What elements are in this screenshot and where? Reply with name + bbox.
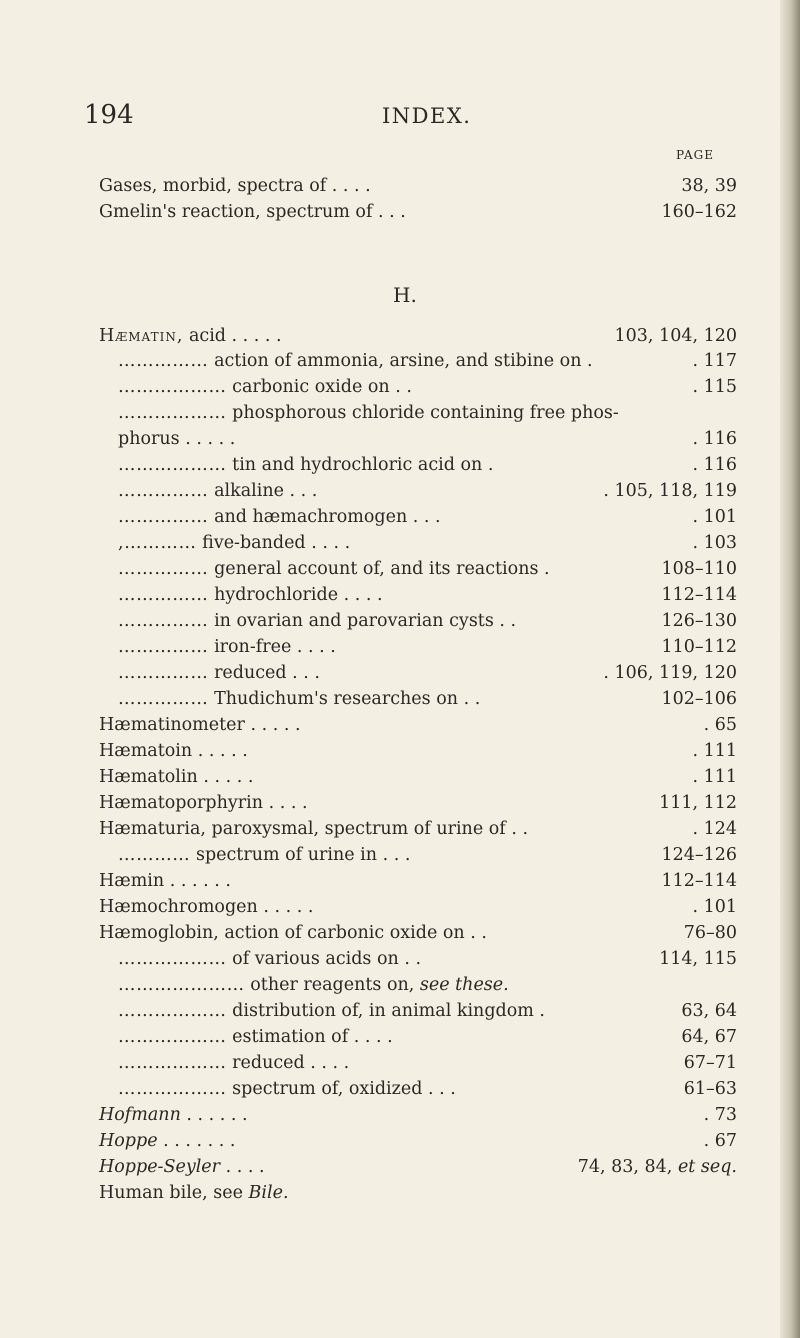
index-subentry — [118, 377, 800, 401]
entry-text: estimation of . . . . — [226, 1027, 393, 1047]
entry-text: distribution of, in animal kingdom . — [226, 1001, 545, 1021]
entry-text: alkaline . . . — [208, 481, 318, 501]
index-subentry — [118, 1001, 800, 1025]
entry-text: acid . . . . . — [183, 326, 282, 346]
entry-text: Gases, morbid, spectra of . . . . — [99, 176, 371, 196]
index-subentry — [118, 507, 800, 531]
index-subentry — [118, 689, 800, 713]
entry-page-ref: 110–112 — [661, 637, 737, 657]
entry-page-ref: . 115 — [692, 377, 737, 397]
entry-heading: Hæmatin, — [99, 326, 184, 346]
entry-page-ref: . 116 — [692, 429, 737, 449]
leader-dots: ……………… — [118, 455, 227, 475]
index-entry — [99, 741, 800, 765]
entry-page-ref: . 67 — [703, 1131, 737, 1151]
entry-page-ref-italic: et seq. — [677, 1157, 737, 1177]
entry-text: Hæmochromogen . . . . . — [99, 897, 314, 917]
entry-page-ref: . 101 — [692, 897, 737, 917]
index-entry — [99, 897, 800, 921]
entry-text: phorus . . . . . — [118, 429, 236, 449]
entry-text: and hæmachromogen . . . — [208, 507, 441, 527]
entry-page-ref: 76–80 — [683, 923, 737, 943]
entry-text: hydrochloride . . . . — [208, 585, 383, 605]
index-entry — [99, 923, 800, 947]
entry-page-ref: 114, 115 — [659, 949, 737, 969]
leader-dots: …………… — [118, 637, 209, 657]
index-subentry — [118, 663, 800, 687]
entry-page-ref: . 111 — [692, 741, 737, 761]
index-subentry — [118, 637, 800, 661]
entry-page-ref: 108–110 — [661, 559, 737, 579]
index-entry — [99, 1131, 800, 1155]
entry-page-ref: 160–162 — [661, 202, 737, 222]
leader-dots: ……………… — [118, 1079, 227, 1099]
entry-heading: Hofmann — [99, 1105, 181, 1125]
index-subentry — [118, 455, 800, 479]
see-reference: Bile. — [248, 1183, 289, 1203]
entry-text: Hæmatolin . . . . . — [99, 767, 254, 787]
index-subentry — [118, 403, 800, 427]
entry-page-ref: . 65 — [703, 715, 737, 735]
index-subentry — [118, 351, 800, 375]
entry-text: . . . . — [220, 1157, 265, 1177]
page-column-label: PAGE — [676, 148, 714, 162]
leader-dots: ……………… — [118, 377, 227, 397]
section-letter: H. — [393, 283, 417, 307]
entry-page-ref: . 117 — [692, 351, 737, 371]
leader-dots: ……………… — [118, 1027, 227, 1047]
entry-text: spectrum of, oxidized . . . — [226, 1079, 456, 1099]
index-subentry — [118, 533, 800, 557]
entry-text: five-banded . . . . — [196, 533, 351, 553]
entry-text: action of ammonia, arsine, and stibine on . — [208, 351, 593, 371]
entry-page-ref: . 73 — [703, 1105, 737, 1125]
leader-dots: ……………… — [118, 1001, 227, 1021]
entry-text: iron-free . . . . — [208, 637, 336, 657]
entry-page-ref: 102–106 — [661, 689, 737, 709]
entry-text: Thudichum's researches on . . — [208, 689, 481, 709]
index-entry — [99, 767, 800, 791]
index-entry — [99, 202, 800, 226]
entry-page-ref: 103, 104, 120 — [614, 326, 737, 346]
see-reference: see these. — [419, 975, 509, 995]
leader-dots: ………………… — [118, 975, 245, 995]
leader-dots: …………… — [118, 351, 209, 371]
entry-page-ref: . 124 — [692, 819, 737, 839]
index-subentry — [118, 1027, 800, 1051]
leader-dots: ………… — [118, 845, 191, 865]
entry-page-ref: . 116 — [692, 455, 737, 475]
entry-page-ref: 64, 67 — [681, 1027, 737, 1047]
entry-text: reduced . . . — [208, 663, 320, 683]
leader-dots: …………… — [118, 559, 209, 579]
leader-dots: …………… — [118, 689, 209, 709]
index-entry — [99, 715, 800, 739]
index-entry — [99, 871, 800, 895]
entry-text: spectrum of urine in . . . — [190, 845, 411, 865]
leader-dots: ,………… — [118, 533, 197, 553]
leader-dots: …………… — [118, 611, 209, 631]
entry-text: Hæmatoin . . . . . — [99, 741, 248, 761]
index-entry — [99, 176, 800, 200]
entry-page-ref: . 111 — [692, 767, 737, 787]
index-entry — [99, 326, 800, 350]
index-subentry — [118, 949, 800, 973]
entry-text: tin and hydrochloric acid on . — [226, 455, 494, 475]
index-subentry — [118, 559, 800, 583]
entry-page-ref: . 105, 118, 119 — [603, 481, 737, 501]
entry-text: in ovarian and parovarian cysts . . — [208, 611, 517, 631]
entry-page-ref: 38, 39 — [681, 176, 737, 196]
entry-page-ref: . 103 — [692, 533, 737, 553]
index-entry — [99, 793, 800, 817]
entry-page-ref: 124–126 — [661, 845, 737, 865]
entry-page-ref: . 101 — [692, 507, 737, 527]
page-number: 194 — [84, 100, 134, 130]
entry-text: carbonic oxide on . . — [226, 377, 412, 397]
entry-page-ref: 74, 83, 84, — [577, 1157, 678, 1177]
entry-text: Human bile, see — [99, 1183, 249, 1203]
entry-page-ref: 126–130 — [661, 611, 737, 631]
entry-text: general account of, and its reactions . — [208, 559, 550, 579]
entry-text: other reagents on, — [244, 975, 420, 995]
index-subentry — [118, 1079, 800, 1103]
leader-dots: …………… — [118, 481, 209, 501]
index-subentry — [118, 1053, 800, 1077]
running-title: INDEX. — [382, 104, 472, 128]
entry-page-ref: . 106, 119, 120 — [603, 663, 737, 683]
index-subentry — [118, 611, 800, 635]
entry-text: Hæmaturia, paroxysmal, spectrum of urine of . . — [99, 819, 529, 839]
entry-heading: Hoppe-Seyler — [99, 1157, 221, 1177]
index-subentry — [118, 975, 800, 999]
leader-dots: …………… — [118, 585, 209, 605]
entry-text: Hæmoglobin, action of carbonic oxide on . . — [99, 923, 487, 943]
leader-dots: ……………… — [118, 949, 227, 969]
entry-text: Gmelin's reaction, spectrum of . . . — [99, 202, 406, 222]
entry-text: . . . . . . — [180, 1105, 248, 1125]
entry-text: . . . . . . . — [157, 1131, 236, 1151]
index-subentry — [118, 845, 800, 869]
entry-page-ref: 61–63 — [683, 1079, 737, 1099]
index-entry — [99, 1157, 800, 1181]
entry-text: reduced . . . . — [226, 1053, 350, 1073]
leader-dots: ……………… — [118, 1053, 227, 1073]
entry-page-ref: 111, 112 — [659, 793, 737, 813]
entry-text: Hæmin . . . . . . — [99, 871, 231, 891]
entry-text: Hæmatinometer . . . . . — [99, 715, 301, 735]
entry-text: Hæmatoporphyrin . . . . — [99, 793, 308, 813]
index-subentry — [118, 481, 800, 505]
index-subentry — [118, 585, 800, 609]
entry-page-ref: 63, 64 — [681, 1001, 737, 1021]
index-entry — [99, 1105, 800, 1129]
index-subentry-continuation — [118, 429, 800, 453]
entry-text: of various acids on . . — [226, 949, 422, 969]
entry-text: phosphorous chloride containing free phos- — [226, 403, 619, 423]
entry-page-ref: 112–114 — [661, 585, 737, 605]
leader-dots: …………… — [118, 663, 209, 683]
leader-dots: …………… — [118, 507, 209, 527]
entry-page-ref: 112–114 — [661, 871, 737, 891]
index-entry — [99, 1183, 800, 1207]
entry-heading: Hoppe — [99, 1131, 158, 1151]
index-entry — [99, 819, 800, 843]
entry-page-ref: 67–71 — [683, 1053, 737, 1073]
leader-dots: ……………… — [118, 403, 227, 423]
